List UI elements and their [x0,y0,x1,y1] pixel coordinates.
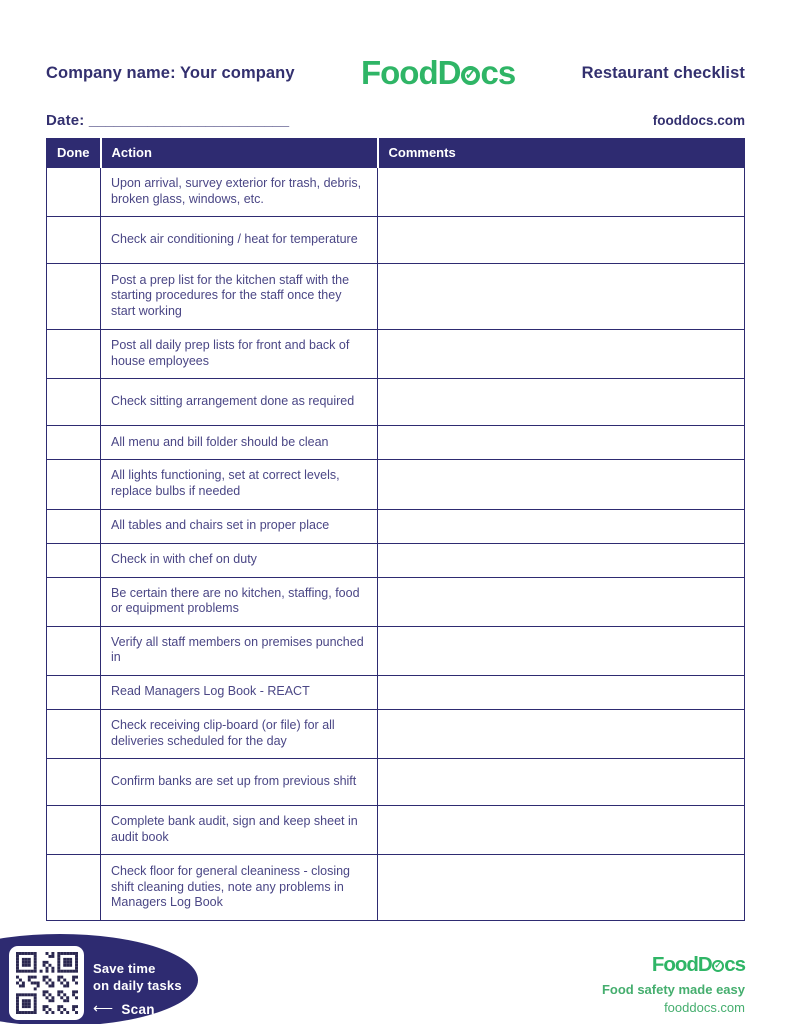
document-header [46,0,745,92]
done-checkbox-cell[interactable] [47,509,101,543]
table-row [47,330,745,379]
action-label: Check in with chef on duty [101,543,378,577]
table-row [47,543,745,577]
comments-field[interactable] [378,855,745,921]
table-row [47,626,745,675]
action-label: Check receiving clip-board (or file) for all deliveries scheduled for the day [101,709,378,758]
action-label: Check sitting arrangement done as required [101,379,378,426]
action-label: Check floor for general cleaniness - closing shift cleaning duties, note any problems in Managers Log Book [101,855,378,921]
done-checkbox-cell[interactable] [47,543,101,577]
action-label: All menu and bill folder should be clean [101,426,378,460]
table-row [47,460,745,509]
date-blank-line[interactable]: ________________________ [88,112,290,129]
table-row [47,577,745,626]
comments-field[interactable] [378,759,745,806]
done-checkbox-cell[interactable] [47,460,101,509]
action-label: All tables and chairs set in proper place [101,509,378,543]
table-header-row [47,139,745,168]
scan-label: Scan [121,1002,155,1017]
checklist-table [46,138,745,921]
date-label: Date: [46,112,85,129]
left-arrow-icon: ⟵ [93,1000,114,1016]
action-label: Post all daily prep lists for front and back of house employees [101,330,378,379]
comments-field[interactable] [378,577,745,626]
page-title: Restaurant checklist [581,63,745,82]
table-row [47,264,745,330]
action-label: Complete bank audit, sign and keep sheet in audit book [101,806,378,855]
comments-field[interactable] [378,806,745,855]
table-row [47,217,745,264]
comments-field[interactable] [378,626,745,675]
table-row [47,675,745,709]
logo-text-left: FoodD [360,54,461,91]
comments-field[interactable] [378,709,745,758]
comments-field[interactable] [378,426,745,460]
date-row [46,112,745,129]
col-header-action: Action [101,139,378,168]
comments-field[interactable] [378,264,745,330]
comments-field[interactable] [378,460,745,509]
table-row [47,855,745,921]
comments-field[interactable] [378,168,745,217]
footer-fooddocs-logo [652,953,745,977]
table-row [47,509,745,543]
action-label: All lights functioning, set at correct levels, replace bulbs if needed [101,460,378,509]
logo-text-right: cs [480,54,516,91]
done-checkbox-cell[interactable] [47,806,101,855]
qr-caption-line1: Save time [93,961,156,976]
qr-code [9,946,84,1020]
scan-row [93,1001,182,1018]
footer-site-link: fooddocs.com [664,1000,745,1015]
table-row [47,806,745,855]
done-checkbox-cell[interactable] [47,855,101,921]
comments-field[interactable] [378,543,745,577]
qr-caption-line2: on daily tasks [93,977,182,993]
action-label: Read Managers Log Book - REACT [101,675,378,709]
table-row [47,709,745,758]
comments-field[interactable] [378,217,745,264]
col-header-done: Done [47,139,101,168]
done-checkbox-cell[interactable] [47,168,101,217]
action-label: Check air conditioning / heat for temperature [101,217,378,264]
comments-field[interactable] [378,330,745,379]
action-label: Verify all staff members on premises punched in [101,626,378,675]
comments-field[interactable] [378,379,745,426]
col-header-comments: Comments [378,139,745,168]
table-row [47,759,745,806]
date-field[interactable] [46,112,289,129]
done-checkbox-cell[interactable] [47,264,101,330]
action-label: Be certain there are no kitchen, staffing, food or equipment problems [101,577,378,626]
done-checkbox-cell[interactable] [47,330,101,379]
done-checkbox-cell[interactable] [47,577,101,626]
comments-field[interactable] [378,675,745,709]
action-label: Confirm banks are set up from previous shift [101,759,378,806]
done-checkbox-cell[interactable] [47,759,101,806]
footer-logo-text-left: FoodD [651,953,712,976]
qr-code-pattern [16,952,78,1014]
done-checkbox-cell[interactable] [47,217,101,264]
table-row [47,168,745,217]
done-checkbox-cell[interactable] [47,379,101,426]
done-checkbox-cell[interactable] [47,426,101,460]
action-label: Post a prep list for the kitchen staff with the starting procedures for the staff once they start working [101,264,378,330]
table-row [47,426,745,460]
done-checkbox-cell[interactable] [47,675,101,709]
company-name: Company name: Your company [46,63,295,82]
footer-logo-text-right: cs [724,953,745,976]
table-row [47,379,745,426]
done-checkbox-cell[interactable] [47,709,101,758]
qr-caption-block [93,961,182,1018]
comments-field[interactable] [378,509,745,543]
footer-tagline: Food safety made easy [601,982,745,997]
footer-brand [602,953,745,1015]
footer-logo-check-icon: ✓ [712,960,724,972]
logo-check-icon: ✓ [461,66,480,85]
action-label: Upon arrival, survey exterior for trash, debris, broken glass, windows, etc. [101,168,378,217]
done-checkbox-cell[interactable] [47,626,101,675]
fooddocs-logo [361,54,515,92]
site-link: fooddocs.com [652,113,745,128]
